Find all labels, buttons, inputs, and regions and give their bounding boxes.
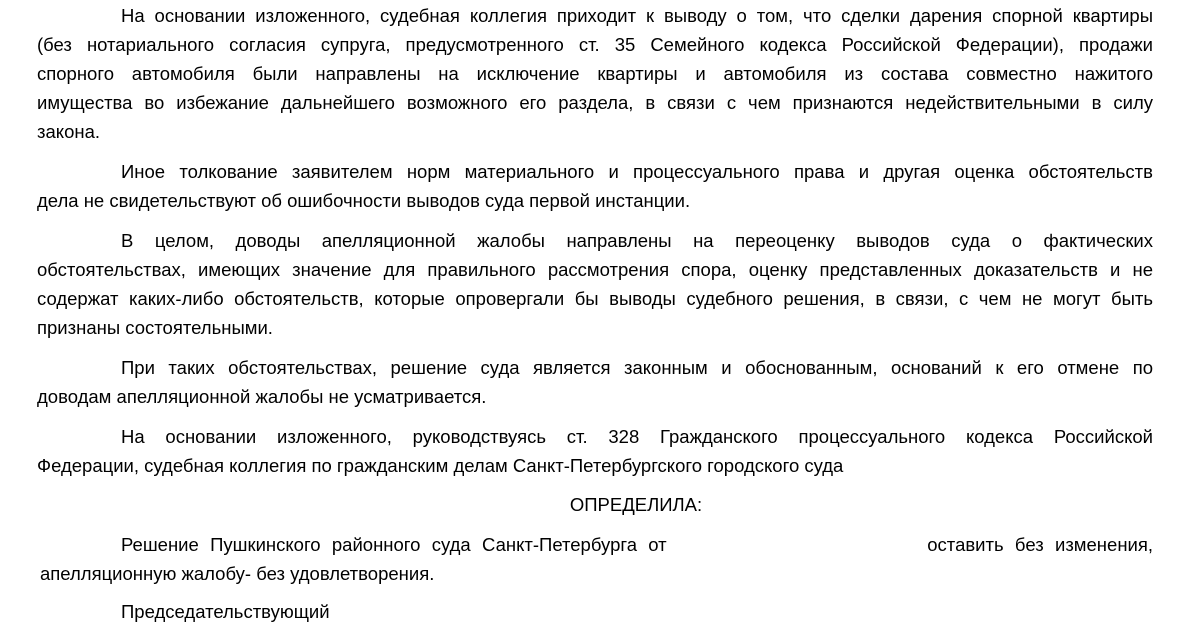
paragraph-3-line-4: признаны состоятельными. <box>37 317 273 338</box>
paragraph-2-line-2: дела не свидетельствуют об ошибочности выводов суда первой инстанции. <box>37 190 691 211</box>
decision-line-2: апелляционную жалобу- без удовлетворения. <box>40 563 435 584</box>
signature-label: Председательствующий <box>121 601 330 622</box>
paragraph-4-line-2: доводам апелляционной жалобы не усматривается. <box>37 386 487 407</box>
paragraph-3-line-2: обстоятельствах, имеющих значение для правильного рассмотрения спора, оценку представленных доказательств и не <box>37 259 1153 280</box>
paragraph-3-line-3: содержат каких-либо обстоятельств, которые опровергали бы выводы судебного решения, в связи, с чем не могут быть <box>37 288 1153 309</box>
decision-line-1 <box>121 534 1153 556</box>
decision-line-1-end: оставить без изменения, <box>927 534 1154 555</box>
paragraph-5-line-1: На основании изложенного, руководствуясь ст. 328 Гражданского процессуального кодекса Российской <box>121 426 1153 447</box>
paragraph-2-line-1: Иное толкование заявителем норм материального и процессуального права и другая оценка обстоятельств <box>121 161 1153 182</box>
decision-line-1-start: Решение Пушкинского районного суда Санкт-Петербурга от <box>121 534 667 555</box>
paragraph-1-line-2: (без нотариального согласия супруга, предусмотренного ст. 35 Семейного кодекса Российской Федерации), продажи <box>37 34 1153 55</box>
paragraph-1-line-3: спорного автомобиля были направлены на исключение квартиры и автомобиля из состава совместно нажитого <box>37 63 1153 84</box>
paragraph-3-line-1: В целом, доводы апелляционной жалобы направлены на переоценку выводов суда о фактических <box>121 230 1153 251</box>
paragraph-1-line-1: На основании изложенного, судебная коллегия приходит к выводу о том, что сделки дарения спорной квартиры <box>121 5 1153 26</box>
decision-heading: ОПРЕДЕЛИЛА: <box>569 494 703 515</box>
paragraph-1-line-5: закона. <box>37 121 101 142</box>
paragraph-1-line-4: имущества во избежание дальнейшего возможного его раздела, в связи с чем признаются недействительными в силу <box>37 92 1153 113</box>
paragraph-4-line-1: При таких обстоятельствах, решение суда является законным и обоснованным, оснований к его отмене по <box>121 357 1153 378</box>
paragraph-5-line-2: Федерации, судебная коллегия по гражданским делам Санкт-Петербургского городского суда <box>37 455 844 476</box>
